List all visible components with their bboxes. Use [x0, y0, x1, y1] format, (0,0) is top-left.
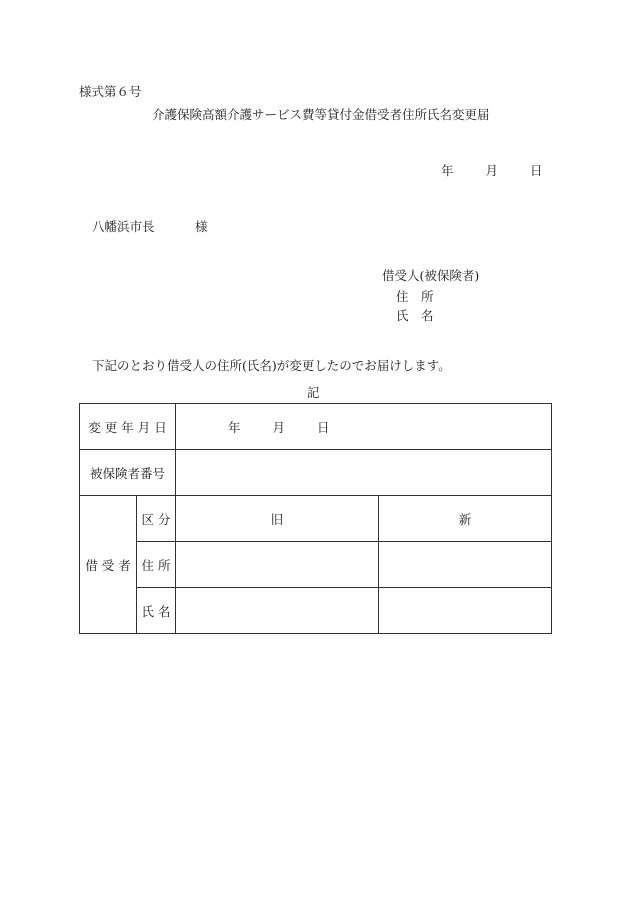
addressee-office: 八幡浜市長 — [92, 219, 155, 234]
old-address-field[interactable] — [176, 542, 379, 588]
change-date-label: 変 更 年 月 日 — [80, 404, 176, 450]
statement-text: 下記のとおり借受人の住所(氏名)が変更したのでお届けします。 — [92, 358, 451, 373]
change-date-row — [80, 404, 552, 450]
insured-number-row — [80, 450, 552, 496]
change-date-field[interactable] — [176, 404, 552, 450]
change-date-month: 月 — [272, 419, 285, 435]
addressee-honorific: 様 — [195, 219, 208, 234]
borrower-name-label: 氏 名 — [396, 308, 434, 323]
borrower-address-label: 住 所 — [396, 289, 434, 304]
ki-heading: 記 — [307, 385, 320, 400]
new-name-field[interactable] — [379, 588, 552, 634]
borrower-heading: 借受人(被保険者) — [382, 268, 480, 283]
old-column-header: 旧 — [176, 496, 379, 542]
form-number: 様式第６号 — [79, 84, 142, 99]
category-row — [80, 496, 552, 542]
change-date-day: 日 — [316, 419, 330, 435]
date-day-label: 日 — [529, 163, 543, 178]
new-address-field[interactable] — [379, 542, 552, 588]
category-label: 区 分 — [137, 496, 176, 542]
name-row — [80, 588, 552, 634]
new-column-header: 新 — [379, 496, 552, 542]
document-title: 介護保険高額介護サービス費等貸付金借受者住所氏名変更届 — [152, 107, 490, 122]
insured-number-field[interactable] — [176, 450, 552, 496]
old-name-field[interactable] — [176, 588, 379, 634]
change-form-table — [79, 403, 552, 634]
date-month-label: 月 — [485, 163, 498, 178]
address-label: 住 所 — [137, 542, 176, 588]
change-date-year: 年 — [228, 419, 241, 435]
borrower-group-label: 借 受 者 — [80, 496, 137, 634]
name-label: 氏 名 — [137, 588, 176, 634]
date-year-label: 年 — [441, 163, 454, 178]
address-row — [80, 542, 552, 588]
submission-date — [441, 161, 542, 179]
insured-number-label: 被保険者番号 — [80, 450, 176, 496]
